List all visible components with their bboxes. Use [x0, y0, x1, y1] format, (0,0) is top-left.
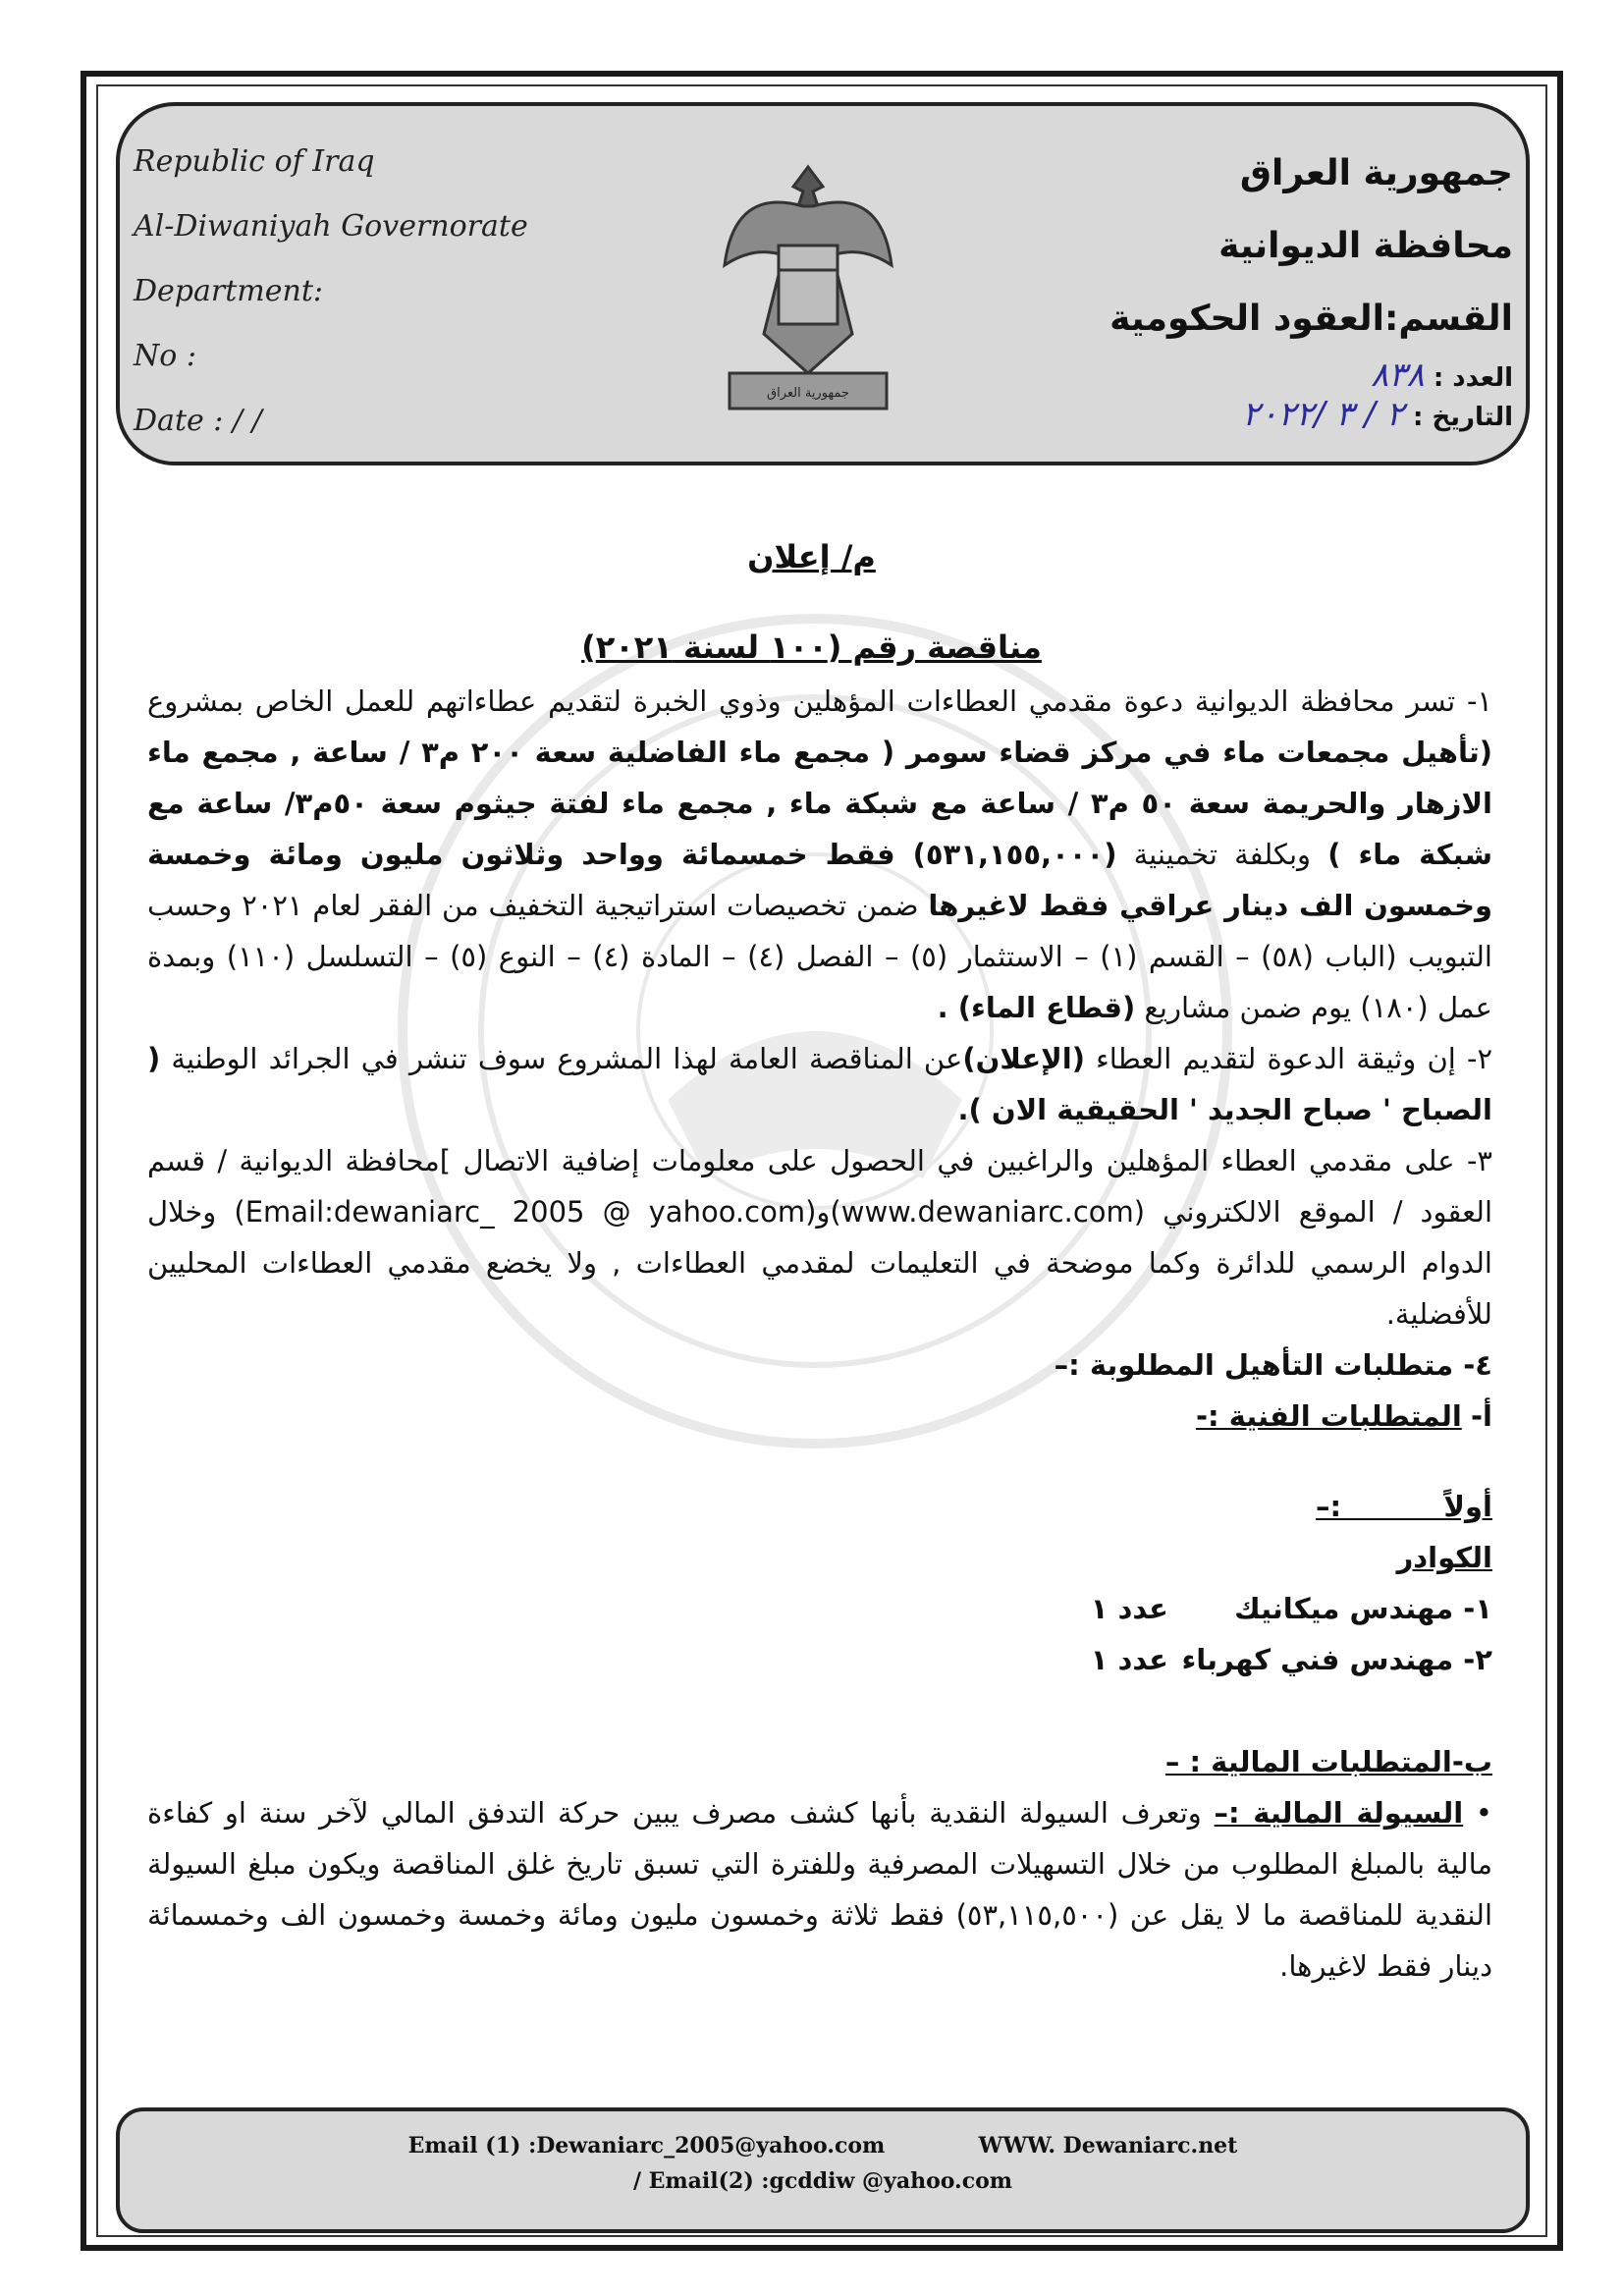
- clause-1: [147, 676, 1492, 1033]
- clause-3-intro: ٣- على مقدمي العطاء المؤهلين والراغبين في الحصول على معلومات إضافية الاتصال ]محافظة الديوانية / قسم العقود / الموقع الالكتروني: [147, 1144, 1492, 1229]
- estimated-cost: (٥٣١,١٥٥,٠٠٠) فقط خمسمائة وواحد وثلاثون مليون ومائة وخمسة وخمسون الف دينار عراقي فقط لاغيرها: [147, 838, 1492, 922]
- bullet-icon: •: [1463, 1796, 1493, 1830]
- technical-prefix: أ-: [1471, 1399, 1492, 1433]
- announcement-title: م/ إعلان: [747, 538, 876, 575]
- clause-3: [147, 1135, 1492, 1339]
- emblem-caption: جمهورية العراق: [767, 386, 849, 401]
- clause-2-intro: ٢- إن وثيقة الدعوة لتقديم العطاء: [1084, 1042, 1493, 1075]
- clause-1-intro: ١- تسر محافظة الديوانية دعوة مقدمي العطاءات المؤهلين وذوي الخبرة لتقديم عطاءاتهم للعمل الخاص بمشروع: [147, 684, 1492, 718]
- department-label-en: Department:: [134, 274, 323, 308]
- sector-name: (قطاع الماء) .: [937, 991, 1136, 1024]
- footer-email-1[interactable]: Email (1) :Dewaniarc_2005@yahoo.com: [407, 2133, 886, 2159]
- financial-heading: ب-المتطلبات المالية : –: [1164, 1745, 1492, 1778]
- english-letterhead: [134, 130, 624, 454]
- cost-label: وبكلفة تخمينية: [1116, 838, 1328, 871]
- number-row: [1101, 355, 1513, 395]
- date-label-en: Date : / /: [134, 404, 262, 438]
- staff-role: ٢- مهندس فني كهرباء: [1181, 1643, 1492, 1676]
- number-value: ٨٣٨: [1370, 355, 1425, 395]
- announcement-word: (الإعلان): [962, 1042, 1085, 1075]
- footer-line-1: [116, 2133, 1530, 2159]
- footer-email-2[interactable]: / Email(2) :gcddiw @yahoo.com: [632, 2168, 1013, 2194]
- governorate-name-ar: محافظة الديوانية: [1218, 226, 1513, 266]
- announcement-body: [147, 676, 1492, 1992]
- country-name-en: Republic of Iraq: [134, 144, 375, 179]
- department-ar: القسم:العقود الحكومية: [1109, 299, 1513, 339]
- email-link[interactable]: (Email:dewaniarc_ 2005 @ yahoo.com): [234, 1195, 817, 1229]
- staff-count: عدد ١: [1090, 1592, 1168, 1625]
- technical-heading: المتطلبات الفنية :-: [1195, 1399, 1462, 1433]
- country-name-ar: جمهورية العراق: [1239, 153, 1513, 193]
- clause-3-text: وخلال الدوام الرسمي للدائرة وكما موضحة في التعليمات لمقدمي العطاءات , ولا يخضع مقدمي العطاءات المحليين للأفضلية.: [147, 1195, 1492, 1331]
- governorate-name-en: Al-Diwaniyah Governorate: [134, 209, 528, 244]
- project-name: (تأهيل مجمعات ماء في مركز قضاء سومر ( مجمع ماء الفاضلية سعة ٢٠٠ م٣ / ساعة , مجمع ماء الازهار والحريمة سعة ٥٠ م٣ / ساعة مع شبكة ماء , مجمع ماء لفتة جيثوم سعة ٥٠م٣/ ساعة مع شبكة ماء ): [147, 736, 1492, 871]
- staff-item: [147, 1583, 1492, 1634]
- website-link[interactable]: (www.dewaniarc.com): [830, 1195, 1146, 1229]
- liquidity-clause: [147, 1787, 1492, 1992]
- arabic-letterhead: [1101, 137, 1513, 434]
- newspapers-list: ( الصباح ' صباح الجديد ' الحقيقية الان ).: [147, 1042, 1492, 1126]
- liquidity-text: وتعرف السيولة النقدية بأنها كشف مصرف يبين حركة التدفق المالي لآخر سنة او كفاءة مالية بالمبلغ المطلوب من خلال التسهيلات المصرفية وللفترة التي تسبق تاريخ غلق المناقصة ويكون مبلغ السيولة النقدية للمناقصة ما لا يقل عن (٥٣,١١٥,٥٠٠) فقط ثلاثة وخمسون مليون ومائة وخمسة وخمسون الف وخمسمائة دينار فقط لاغيرها.: [147, 1796, 1493, 1983]
- staff-item: [147, 1634, 1492, 1685]
- staff-role: ١- مهندس ميكانيك: [1234, 1592, 1492, 1625]
- liquidity-label: السيولة المالية :–: [1214, 1796, 1464, 1830]
- tender-title: مناقصة رقم (١٠٠ لسنة ٢٠٢١): [581, 629, 1042, 666]
- requirements-heading: ٤- متطلبات التأهيل المطلوبة :–: [1054, 1348, 1492, 1382]
- date-row: [1101, 395, 1513, 434]
- technical-heading-row: [147, 1391, 1492, 1442]
- and-connector: و: [816, 1195, 831, 1229]
- allocation-text: ضمن تخصيصات استراتيجية التخفيف من الفقر لعام ٢٠٢١ وحسب التبويب (الباب (٥٨) – القسم (١) – الاستثمار (٥) – الفصل (٤) – المادة (٤) – النوع (٥) – التسلسل (١١٠) وبمدة عمل (١٨٠) يوم ضمن مشاريع: [147, 889, 1492, 1024]
- clause-2-text: عن المناقصة العامة لهذا المشروع سوف تنشر في الجرائد الوطنية: [160, 1042, 963, 1075]
- clause-2: [147, 1033, 1492, 1135]
- staff-count: عدد ١: [1090, 1643, 1168, 1676]
- footer-website[interactable]: WWW. Dewaniarc.net: [978, 2133, 1238, 2159]
- eagle-emblem-icon: [715, 147, 901, 422]
- number-label-ar: العدد :: [1433, 363, 1513, 393]
- spacer: [147, 1442, 1492, 1481]
- staff-heading: أولاً :– الكوادر: [1316, 1490, 1492, 1574]
- number-label-en: No :: [134, 339, 196, 373]
- date-value: ٢ / ٣ /٢٠٢٢: [1242, 395, 1404, 434]
- spacer: [147, 1685, 1492, 1736]
- date-label-ar: التاريخ :: [1413, 403, 1513, 432]
